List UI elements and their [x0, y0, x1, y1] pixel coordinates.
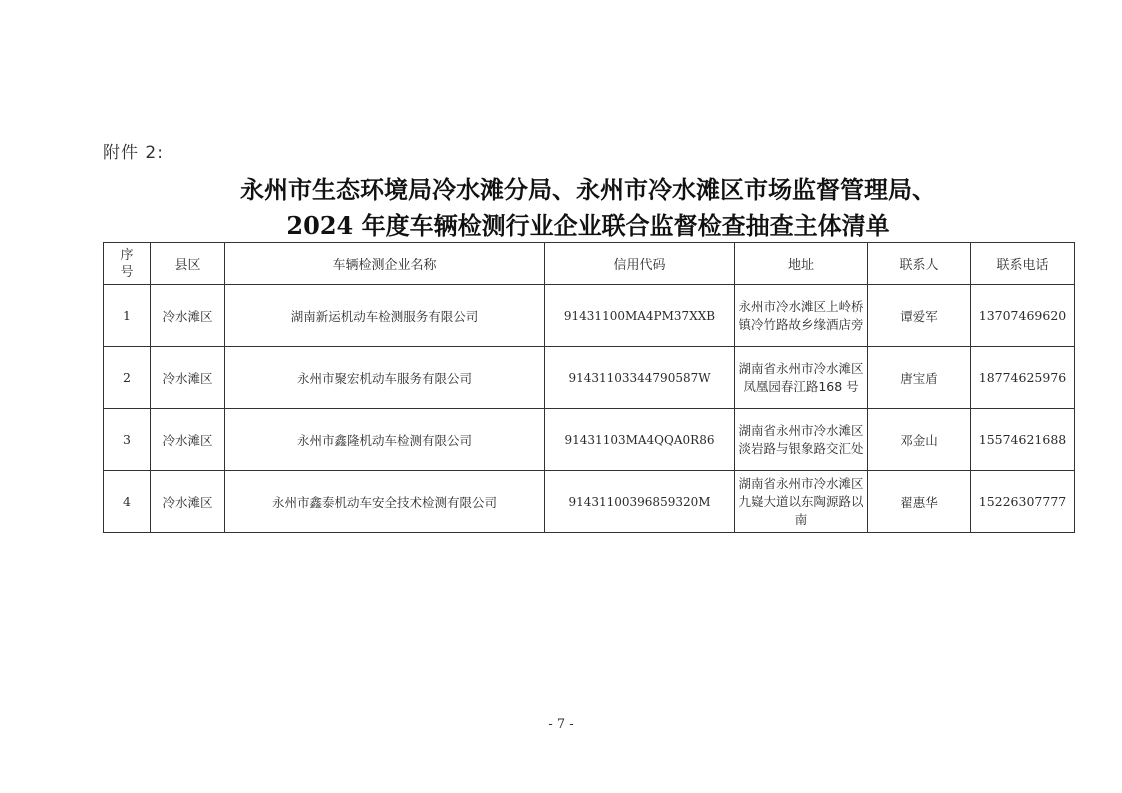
cell-seq: 1 — [104, 285, 151, 347]
header-company: 车辆检测企业名称 — [225, 243, 545, 285]
cell-credit-code: 91431100MA4PM37XXB — [545, 285, 735, 347]
cell-address: 永州市冷水滩区上岭桥镇冷竹路故乡缘酒店旁 — [735, 285, 868, 347]
cell-phone: 15226307777 — [971, 471, 1075, 533]
header-county: 县区 — [151, 243, 225, 285]
cell-company: 湖南新运机动车检测服务有限公司 — [225, 285, 545, 347]
cell-county: 冷水滩区 — [151, 285, 225, 347]
cell-contact: 唐宝盾 — [868, 347, 971, 409]
cell-company: 永州市聚宏机动车服务有限公司 — [225, 347, 545, 409]
cell-company: 永州市鑫隆机动车检测有限公司 — [225, 409, 545, 471]
cell-seq: 2 — [104, 347, 151, 409]
cell-company: 永州市鑫泰机动车安全技术检测有限公司 — [225, 471, 545, 533]
cell-phone: 15574621688 — [971, 409, 1075, 471]
cell-contact: 谭爱军 — [868, 285, 971, 347]
header-seq — [104, 243, 151, 285]
inspection-subject-table — [103, 242, 1075, 533]
cell-address: 湖南省永州市冷水滩区凤凰园春江路168 号 — [735, 347, 868, 409]
cell-county: 冷水滩区 — [151, 409, 225, 471]
cell-address: 湖南省永州市冷水滩区淡岩路与银象路交汇处 — [735, 409, 868, 471]
header-phone: 联系电话 — [971, 243, 1075, 285]
header-contact: 联系人 — [868, 243, 971, 285]
header-seq-text: 序号 — [120, 247, 134, 280]
cell-seq: 4 — [104, 471, 151, 533]
cell-phone: 18774625976 — [971, 347, 1075, 409]
cell-phone: 13707469620 — [971, 285, 1075, 347]
document-title-line-2: 2024 年度车辆检测行业企业联合监督检查抽查主体清单 — [286, 211, 890, 240]
table-header-row — [104, 243, 1075, 285]
cell-credit-code: 91431100396859320M — [545, 471, 735, 533]
cell-credit-code: 91431103MA4QQA0R86 — [545, 409, 735, 471]
cell-address: 湖南省永州市冷水滩区九嶷大道以东陶源路以南 — [735, 471, 868, 533]
cell-contact: 翟惠华 — [868, 471, 971, 533]
document-title-line-1: 永州市生态环境局冷水滩分局、永州市冷水滩区市场监督管理局、 — [240, 175, 936, 204]
table-row — [104, 409, 1075, 471]
cell-contact: 邓金山 — [868, 409, 971, 471]
header-address: 地址 — [735, 243, 868, 285]
cell-seq: 3 — [104, 409, 151, 471]
table-row — [104, 285, 1075, 347]
cell-county: 冷水滩区 — [151, 471, 225, 533]
header-credit-code: 信用代码 — [545, 243, 735, 285]
attachment-label: 附件 2: — [103, 143, 164, 163]
page-number: - 7 - — [548, 717, 574, 732]
cell-credit-code: 91431103344790587W — [545, 347, 735, 409]
table-row — [104, 471, 1075, 533]
cell-county: 冷水滩区 — [151, 347, 225, 409]
table-row — [104, 347, 1075, 409]
